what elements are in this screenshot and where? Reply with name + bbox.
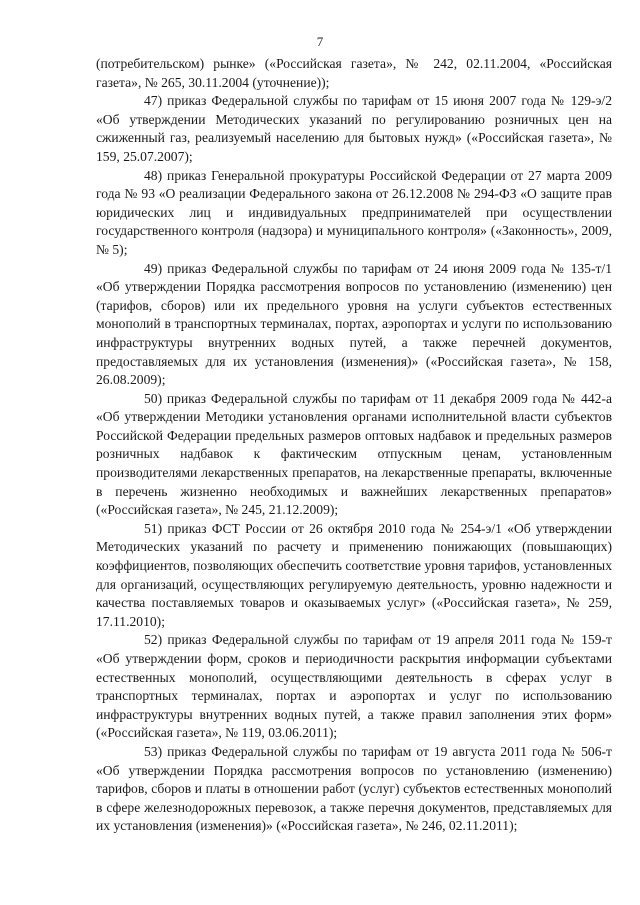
paragraph-continuation: (потребительском) рынке» («Российская газета», № 242, 02.11.2004, «Российская газета», № 265, 30.11.2004 (уточнение)); (96, 56, 612, 90)
list-item-paragraph: 50) приказ Федеральной службы по тарифам от 11 декабря 2009 года № 442-а «Об утверждении Методики установления органами исполнительной власти субъектов Российской Федерации предельных размеров оптовых надбавок и предельных размеров розничных надбавок к фактическим отпускным ценам, установленным производителями лекарственных препаратов, на лекарственные препараты, включенные в перечень жизненно необходимых и важнейших лекарственных препаратов» («Российская газета», № 245, 21.12.2009); (96, 390, 612, 518)
list-item-paragraph: 53) приказ Федеральной службы по тарифам от 19 августа 2011 года № 506-т «Об утверждении Порядка рассмотрения вопросов по установлению (изменению) тарифов, сборов и платы в отношении работ (услуг) субъектов естественных монополий в сфере железнодорожных перевозок, а также перечня документов, представляемых для их установления (изменения)» («Российская газета», № 246, 02.11.2011); (96, 743, 612, 834)
list-item-paragraph: 49) приказ Федеральной службы по тарифам от 24 июня 2009 года № 135-т/1 «Об утверждении Порядка рассмотрения вопросов по установлению (изменению) цен (тарифов, сборов) или их предельного уровня на услуги субъектов естественных монополий в транспортных терминалах, портах, аэропортах и услуги по использованию инфраструктуры внутренних водных путей, а также перечней документов, предоставляемых для их установления (изменения)» («Российская газета», № 158, 26.08.2009); (96, 260, 612, 388)
list-item-paragraph: 52) приказ Федеральной службы по тарифам от 19 апреля 2011 года № 159-т «Об утверждении форм, сроков и периодичности раскрытия информации субъектами естественных монополий, осуществляющими деятельность в сферах услуг в транспортных терминалах, портах и аэропортах и услуг по использованию инфраструктуры внутренних водных путей, а также правил заполнения этих форм» («Российская газета», № 119, 03.06.2011); (96, 632, 612, 741)
page-number: 7 (316, 34, 324, 49)
list-item-paragraph: 47) приказ Федеральной службы по тарифам от 15 июня 2007 года № 129-э/2 «Об утверждении Методических указаний по регулированию розничных цен на сжиженный газ, реализуемый населению для бытовых нужд» («Российская газета», № 159, 25.07.2007); (96, 93, 612, 164)
list-item-paragraph: 51) приказ ФСТ России от 26 октября 2010 года № 254-э/1 «Об утверждении Методических указаний по расчету и применению понижающих (повышающих) коэффициентов, позволяющих обеспечить соответствие уровня тарифов, установленных для организаций, осуществляющих регулируемую деятельность, уровню надежности и качества поставляемых товаров и оказываемых услуг» («Российская газета», № 259, 17.11.2010); (96, 520, 612, 629)
document-body (96, 55, 612, 836)
list-item-paragraph: 48) приказ Генеральной прокуратуры Российской Федерации от 27 марта 2009 года № 93 «О реализации Федерального закона от 26.12.2008 № 294-ФЗ «О защите прав юридических лиц и индивидуальных предпринимателей при осуществлении государственного контроля (надзора) и муниципального контроля» («Законность», 2009, № 5); (96, 167, 612, 257)
